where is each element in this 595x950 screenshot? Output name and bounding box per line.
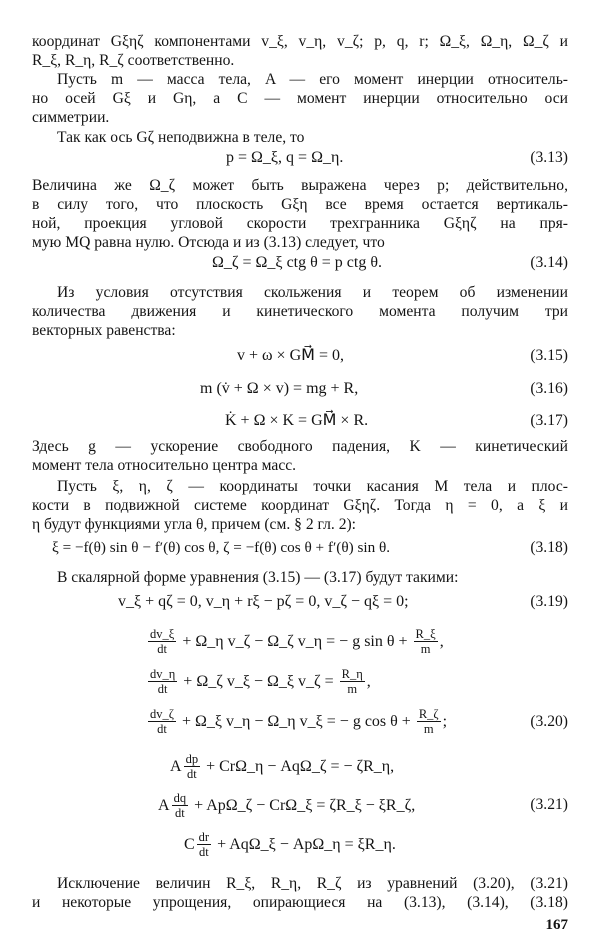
equation-3-21-line-1: A $\frac{dp}{dt}$ + CrΩ_η − AqΩ_ζ = − ζR_η, <box>170 752 395 782</box>
text-line: координат Gξηζ компонентами v_ξ, v_η, v_ζ; p, q, r; Ω_ξ, Ω_η, Ω_ζ и <box>32 33 568 50</box>
equation-3-15: v + ω × GM⃗ = 0, <box>237 347 344 364</box>
text-line: векторных равенства: <box>32 322 176 339</box>
text-line: момент тела относительно центра масс. <box>32 457 297 474</box>
text-line: ной, проекция угловой скорости трехгранника Gξηζ на пря- <box>32 215 568 232</box>
equation-3-21-line-3: C $\frac{dr}{dt}$ + AqΩ_ξ − ApΩ_η = ξR_η. <box>184 830 396 860</box>
text-line: мую MQ равна нулю. Отсюда и из (3.13) следует, что <box>32 234 385 251</box>
equation-3-20-line-2: $\frac{dv\_\eta}{dt}$ + Ω_ζ v_ξ − Ω_ξ v_ζ = $\frac{R\_\eta}{m}$ , <box>150 667 371 697</box>
text-line: η будут функциями угла θ, причем (см. § 2 гл. 2): <box>32 516 357 533</box>
equation-number: (3.14) <box>530 254 568 271</box>
page-number: 167 <box>545 917 568 933</box>
equation-number: (3.17) <box>530 412 568 429</box>
equation-3-19: v_ξ + qζ = 0, v_η + rξ − pζ = 0, v_ζ − qξ = 0; <box>118 593 409 610</box>
equation-number: (3.18) <box>530 539 568 556</box>
equation-3-21-line-2: A $\frac{dq}{dt}$ + ApΩ_ζ − CrΩ_ξ = ζR_ξ − ξR_ζ, <box>158 791 416 821</box>
equation-3-18: ξ = −f(θ) sin θ − f′(θ) cos θ, ζ = −f(θ) cos θ + f′(θ) sin θ. <box>52 539 391 556</box>
equation-number: (3.16) <box>530 380 568 397</box>
text-line: R_ξ, R_η, R_ζ соответственно. <box>32 52 235 69</box>
equation-number: (3.19) <box>530 593 568 610</box>
equation-number: (3.15) <box>530 347 568 364</box>
text-line: кости в подвижной системе координат Gξηζ. Тогда η = 0, а ξ и <box>32 497 568 514</box>
text-line: Величина же Ω_ζ может быть выражена через p; действительно, <box>32 177 568 194</box>
text-line: Исключение величин R_ξ, R_η, R_ζ из уравнений (3.20), (3.21) <box>57 875 568 892</box>
text-line: в силу того, что плоскость Gξη все время остается вертикаль- <box>32 196 568 213</box>
equation-3-13: p = Ω_ξ, q = Ω_η. <box>226 149 344 166</box>
text-line: Из условия отсутствия скольжения и теорем об изменении <box>57 284 568 301</box>
equation-number: (3.21) <box>530 796 568 813</box>
equation-number: (3.20) <box>530 713 568 730</box>
text-line: количества движения и кинетического момента получим три <box>32 303 568 320</box>
text-line: В скалярной форме уравнения (3.15) — (3.17) будут такими: <box>57 569 459 586</box>
text-line: Пусть ξ, η, ζ — координаты точки касания M тела и плос- <box>57 478 568 495</box>
equation-3-20-line-3: $\frac{dv\_\zeta}{dt}$ + Ω_ξ v_η − Ω_η v_ξ = − g cos θ + $\frac{R\_\zeta}{m}$ ; <box>150 707 448 737</box>
text-line: Здесь g — ускорение свободного падения, K — кинетический <box>32 438 568 455</box>
text-line: и некоторые упрощения, опирающиеся на (3.13), (3.14), (3.18) <box>32 894 568 911</box>
text-line: симметрии. <box>32 109 110 126</box>
text-line: Пусть m — масса тела, A — его момент инерции относитель- <box>57 71 568 88</box>
text-line: но осей Gξ и Gη, а C — момент инерции относительно оси <box>32 90 568 107</box>
equation-3-20-line-1: $\frac{dv\_\xi}{dt}$ + Ω_η v_ζ − Ω_ζ v_η = − g sin θ + $\frac{R\_\xi}{m}$ , <box>150 627 444 657</box>
equation-3-16: m (v̇ + Ω × v) = mg + R, <box>200 380 359 397</box>
text-line: Так как ось Gζ неподвижна в теле, то <box>57 129 305 146</box>
equation-3-17: K̇ + Ω × K = GM⃗ × R. <box>225 412 369 429</box>
equation-3-14: Ω_ζ = Ω_ξ ctg θ = p ctg θ. <box>212 254 383 271</box>
equation-number: (3.13) <box>530 149 568 166</box>
